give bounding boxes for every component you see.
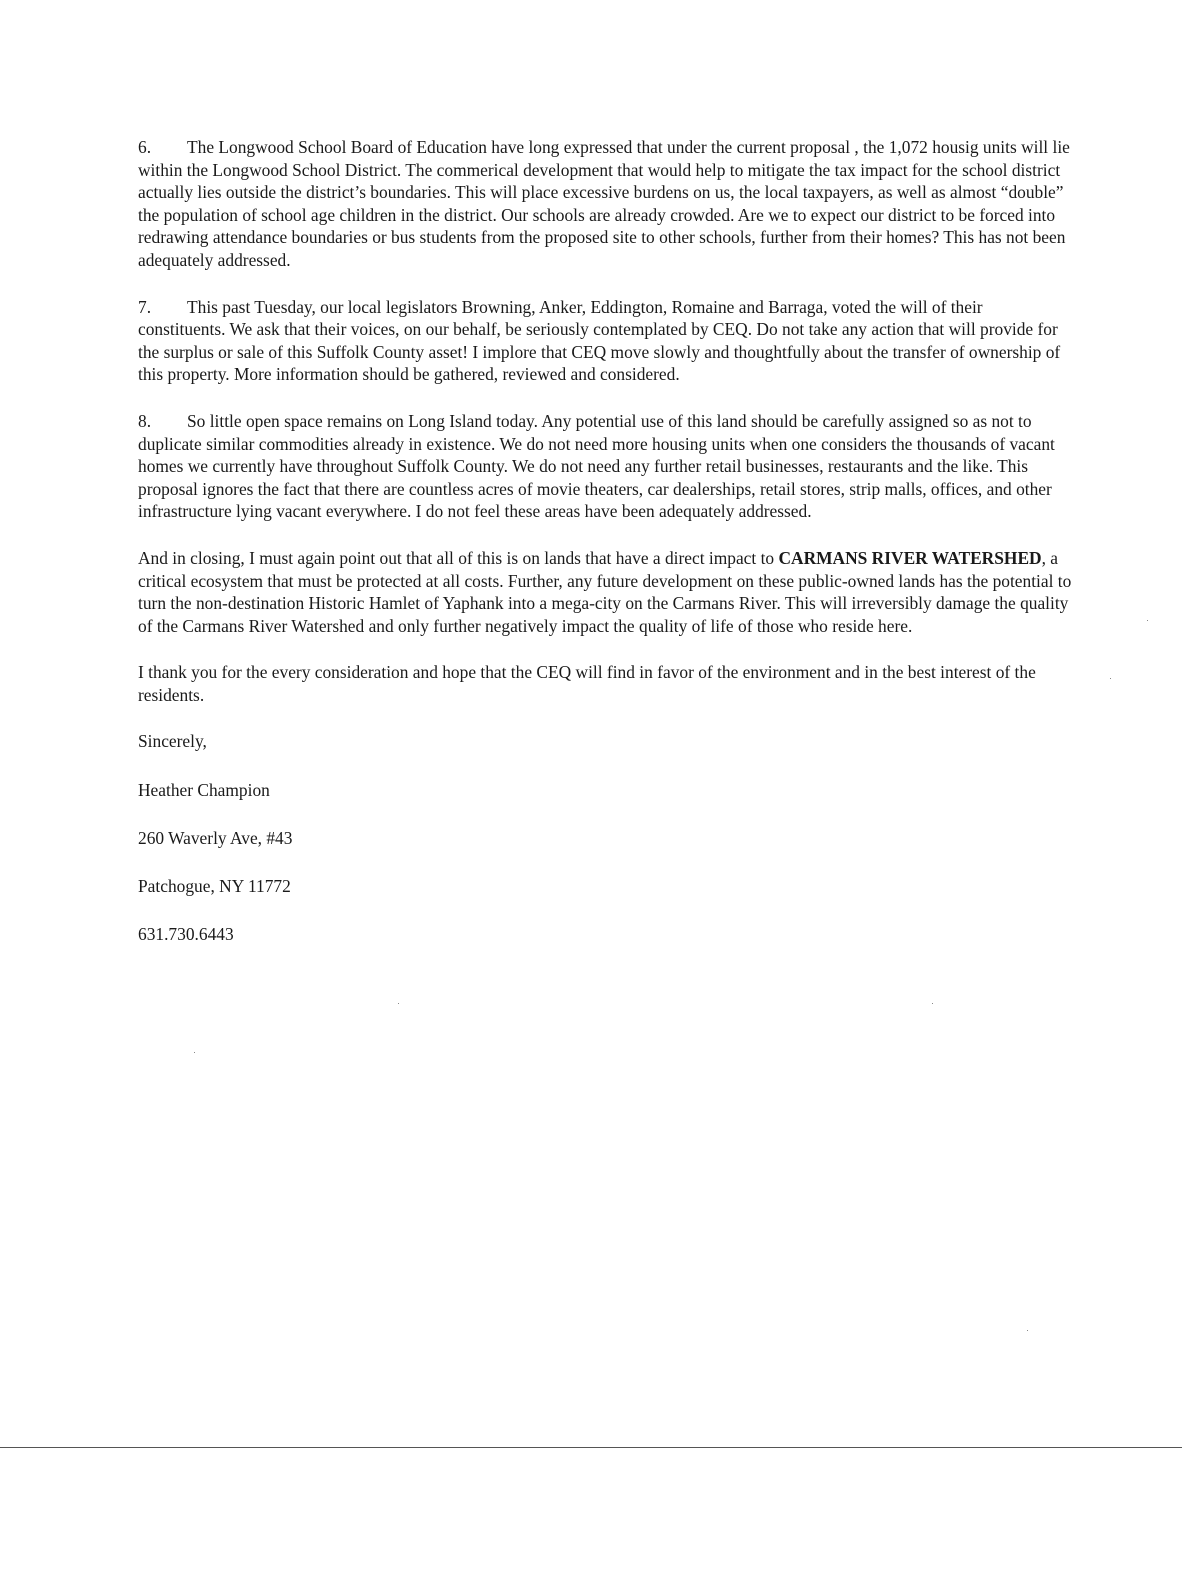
thanks-paragraph: I thank you for the every consideration and hope that the CEQ will find in favor of the environment and in the best interest of the residents. [138, 662, 1036, 705]
letter-body [138, 136, 1073, 971]
paragraph-text: This past Tuesday, our local legislators Browning, Anker, Eddington, Romaine and Barraga, voted the will of their constituents. We ask that their voices, on our behalf, be seriously contemplated by CEQ. Do not take any action that will provide for the surplus or sale of this Suffolk County asset! I implore that CEQ move slowly and thoughtfully about the transfer of ownership of this property. More information should be gathered, reviewed and considered. [138, 296, 1061, 385]
paragraph-6 [138, 136, 1073, 272]
paragraph-text: So little open space remains on Long Island today. Any potential use of this land should be carefully assigned so as not to duplicate similar commodities already in existence. We do not need more housing units when one considers the thousands of vacant homes we currently have throughout Suffolk County. We do not need any further retail businesses, restaurants and the like. This proposal ignores the fact that there are countless acres of movie theaters, car dealerships, retail stores, strip malls, offices, and other infrastructure lying vacant everywhere. I do not feel these areas have been adequately addressed. [138, 410, 1055, 522]
signer-phone: 631.730.6443 [138, 924, 234, 945]
paragraph-text: The Longwood School Board of Education have long expressed that under the current proposal , the 1,072 housig units will lie within the Longwood School District. The commerical development that would help to mitigate the tax impact for the school district actually lies outside the district’s boundaries. This will place excessive burdens on us, the local taxpayers, as well as almost “double” the population of school age children in the district. Our schools are already crowded. Are we to expect our district to be forced into redrawing attendance boundaries or bus students from the proposed site to other schools, further from their homes? This has not been adequately addressed. [138, 137, 1070, 270]
paragraph-7 [138, 296, 1073, 386]
bottom-rule [0, 1447, 1182, 1448]
signature-block [138, 730, 1073, 945]
scan-speck [1027, 1330, 1028, 1331]
scan-speck [932, 1003, 933, 1004]
paragraph-8 [138, 410, 1073, 523]
closing-text-before: And in closing, I must again point out that all of this is on lands that have a direct impact to [138, 547, 779, 568]
scan-speck [194, 1052, 195, 1053]
paragraph-number: 8. [138, 410, 152, 431]
closing-text-after: , a critical ecosystem that must be protected at all costs. Further, any future development on these public-owned lands has the potential to turn the non-destination Historic Hamlet of Yaphank into a mega-city on the Carmans River. This will irreversibly damage the quality of the Carmans River Watershed and only further negatively impact the quality of life of those who reside here. [138, 547, 1072, 636]
scan-speck [1110, 678, 1111, 679]
closing-paragraph [138, 547, 1073, 637]
scan-speck [1147, 620, 1148, 621]
signer-city: Patchogue, NY 11772 [138, 876, 291, 897]
signer-name: Heather Champion [138, 779, 270, 800]
paragraph-number: 7. [138, 296, 152, 317]
signoff: Sincerely, [138, 731, 207, 752]
signer-street: 260 Waverly Ave, #43 [138, 827, 293, 848]
paragraph-number: 6. [138, 137, 152, 157]
scan-speck [398, 1003, 399, 1004]
watershed-emphasis: CARMANS RIVER WATERSHED [778, 547, 1042, 568]
